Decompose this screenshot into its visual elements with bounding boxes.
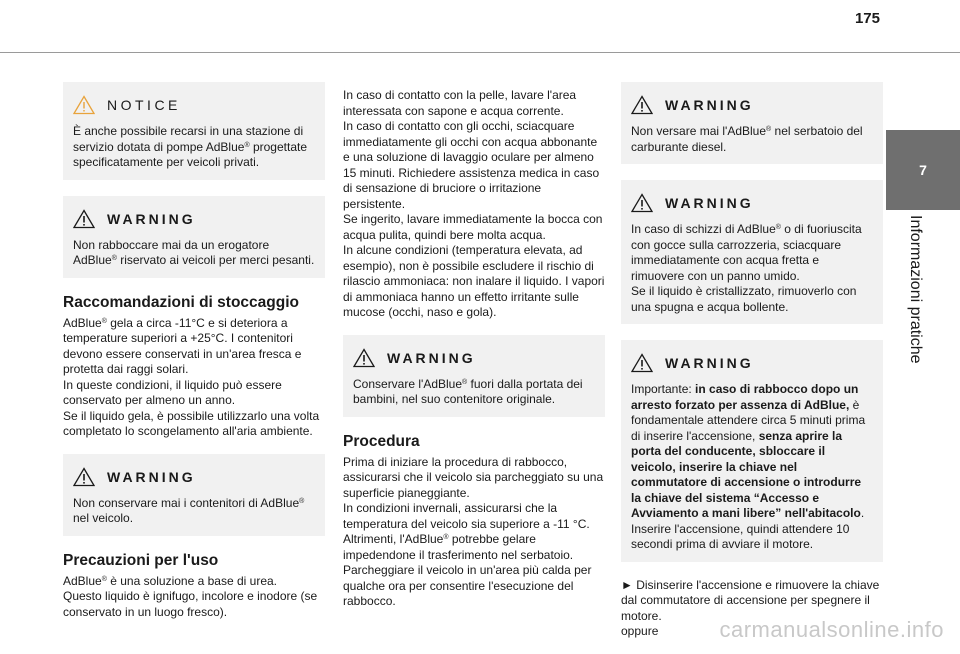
page-number: 175 — [854, 10, 880, 27]
warning-box — [63, 196, 325, 278]
notice-box — [63, 82, 325, 180]
precautions-heading: Precauzioni per l'uso — [63, 551, 219, 569]
chapter-number: 7 — [919, 162, 927, 178]
warning-text: Importante: in caso di rabbocco dopo un arresto forzato per assenza di AdBlue, è fondamentale attendere circa 5 minuti prima di inserire l'accensione, senza aprire la porta del conducente, sbloccare il veicolo, inserire la chiave nel commutatore di accensione o introdurre la chiave del sistema “Accesso e Avviamento a mani libere” nell'abitacolo. Inserire l'accensione, quindi attendere 10 secondi prima di avviare il motore. — [631, 382, 866, 551]
notice-text: È anche possibile recarsi in una stazione di servizio dotata di pompe AdBlue® progettate specificatamente per veicoli privati. — [73, 124, 307, 169]
warning-text: Non rabboccare mai da un erogatore AdBlue® riservato ai veicoli per merci pesanti. — [73, 237, 315, 267]
precautions-text: AdBlue® è una soluzione a base di urea. Questo liquido è ignifugo, incolore e inodore (se conservato in un luogo fresco). — [63, 573, 318, 619]
warning-box — [621, 180, 883, 324]
warning-box — [621, 82, 883, 164]
procedure-text: Prima di iniziare la procedura di rabbocco, assicurarsi che il veicolo sia parcheggiato su una superficie pianeggiante. In condizioni invernali, assicurarsi che la temperatura del veicolo sia superiore a -11 °C. Altrimenti, l'AdBlue® potrebbe gelare impedendone il trasferimento nel serbatoio. Parcheggiare il veicolo in un'area più calda per qualche ora per consentire l'esecuzione del rabbocco. — [343, 454, 604, 608]
watermark: carmanualsonline.info — [719, 617, 944, 642]
header-rule — [0, 52, 960, 53]
warning-text: Conservare l'AdBlue® fuori dalla portata dei bambini, nel suo contenitore originale. — [353, 376, 583, 406]
warning-box — [621, 340, 883, 562]
step-text: ► Disinserire l'accensione e rimuovere la chiave dal commutatore di accensione per spegnere il motore. oppure — [621, 577, 880, 638]
step-bullet: ► — [621, 577, 633, 592]
warning-text: In caso di schizzi di AdBlue® o di fuoriuscita con gocce sulla carrozzeria, sciacquare immediatamente con acqua fretta e rimuovere con un panno umido. Se il liquido è cristallizzato, rimuoverlo con una spugna e acqua bollente. — [631, 222, 862, 314]
warning-triangle-icon — [353, 348, 375, 368]
warning-title: WARNING — [665, 97, 754, 113]
storage-heading: Raccomandazioni di stoccaggio — [63, 293, 299, 311]
procedure-heading: Procedura — [343, 432, 420, 450]
column-right — [621, 82, 883, 654]
warning-title: WARNING — [107, 210, 196, 227]
warning-title: WARNING — [387, 349, 476, 366]
chapter-tab[interactable] — [886, 130, 960, 210]
notice-title: NOTICE — [107, 97, 181, 113]
column-middle — [343, 88, 605, 624]
warning-title: WARNING — [107, 468, 196, 485]
warning-title: WARNING — [665, 195, 754, 211]
chapter-title: Informazioni pratiche — [907, 215, 924, 364]
warning-box — [343, 335, 605, 417]
contact-text: In caso di contatto con la pelle, lavare l'area interessata con sapone e acqua corrente. In caso di contatto con gli occhi, sciacquare immediatamente gli occhi con acqua abbonante e una soluzione di lavaggio oculare per almeno 15 minuti. Richiedere assistenza medica in caso di sensazione di bruciore o irritazione persistente. Se ingerito, lavare immediatamente la bocca con acqua pulita, quindi bere molta acqua. In alcune condizioni (temperatura elevata, ad esempio), non è possibile escludere il rischio di rilascio ammoniaca: non inalare il liquido. I vapori di ammoniaca hanno un effetto irritante sulle mucose (occhi, naso e gola). — [343, 88, 605, 319]
warning-text: Non versare mai l'AdBlue® nel serbatoio del carburante diesel. — [631, 124, 863, 154]
storage-text: AdBlue® gela a circa -11°C e si deteriora a temperature superiori a +25°C. I contenitori devono essere conservati in un'area fresca e protetta dai raggi solari. In queste condizioni, il liquido può essere conservato per almeno un anno. Se il liquido gela, è possibile utilizzarlo una volta completato lo scongelamento all'aria ambiente. — [63, 315, 320, 438]
warning-triangle-icon — [631, 193, 653, 213]
oppure-text: oppure — [621, 624, 659, 638]
column-left — [63, 82, 325, 634]
warning-triangle-icon — [73, 209, 95, 229]
warning-title: WARNING — [665, 355, 754, 371]
warning-box — [63, 454, 325, 536]
warning-triangle-icon — [73, 467, 95, 487]
warning-triangle-icon — [631, 353, 653, 373]
warning-triangle-icon — [631, 95, 653, 115]
warning-text: Non conservare mai i contenitori di AdBlue® nel veicolo. — [73, 495, 305, 525]
caution-outline-icon — [73, 95, 95, 115]
